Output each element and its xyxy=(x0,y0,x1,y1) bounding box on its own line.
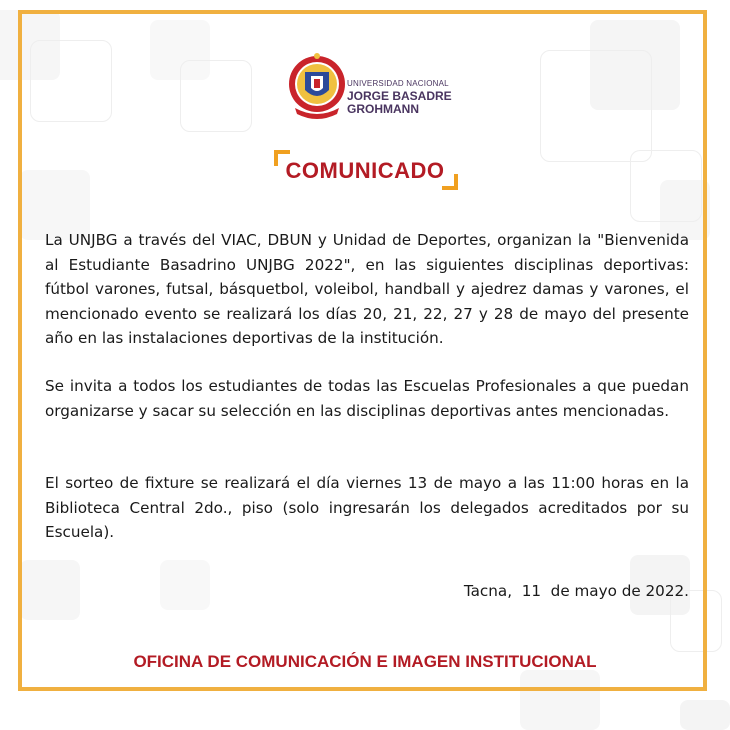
university-seal-icon xyxy=(287,52,347,124)
bracket-bottom-right xyxy=(442,174,458,190)
date-text: Tacna, 11 de mayo de 2022. xyxy=(463,582,689,600)
logo-line-3: GROHMANN xyxy=(347,102,419,116)
logo-line-2: JORGE BASADRE xyxy=(347,89,452,103)
page-title: COMUNICADO xyxy=(285,158,445,183)
heading-block xyxy=(0,150,730,194)
university-name xyxy=(347,77,452,116)
date-line xyxy=(464,582,689,600)
paragraph-3: El sorteo de fixture se realizará el día viernes 13 de mayo a las 11:00 horas en la Biblioteca Central 2do., piso (solo ingresarán los delegados acreditados por su Escuela). xyxy=(45,474,689,541)
logo-line-1: UNIVERSIDAD NACIONAL xyxy=(347,79,449,88)
paragraph-2: Se invita a todos los estudiantes de todas las Escuelas Profesionales a que puedan organizarse y sacar su selección en las disciplinas deportivas antes mencionadas. xyxy=(45,377,689,420)
footer-office: OFICINA DE COMUNICACIÓN E IMAGEN INSTITUCIONAL xyxy=(133,652,597,671)
paragraph-1: La UNJBG a través del VIAC, DBUN y Unidad de Deportes, organizan la "Bienvenida al Estudiante Basadrino UNJBG 2022", en las siguientes disciplinas deportivas: fútbol varones, futsal, básquetbol, voleibol, handball y ajedrez damas y varones, el mencionado evento se realizará los días 20, 21, 22, 27 y 28 de mayo del presente año en las instalaciones deportivas de la institución. xyxy=(45,231,689,347)
